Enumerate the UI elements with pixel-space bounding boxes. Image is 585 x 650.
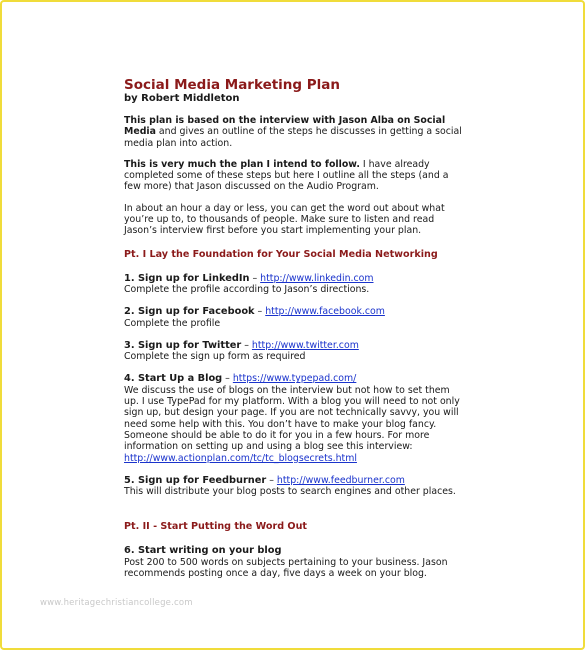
step-heading: 5. Sign up for Feedburner [124,474,267,486]
intro-paragraph-3: In about an hour a day or less, you can get the word out about what you’re up to, to thousands of people. Make sure to listen and read Jason’s interview first before you start implementing your plan. [124,202,445,237]
step-body: We discuss the use of blogs on the interview but not how to set them up. I use TypePad for my platform. With a blog you will need to not only sign up, but design your page. If you are not technically savvy, you will need some help with this. You don’t have to make your blog fancy. Someone should be able to do it for you in a few hours. For more information on setting up and using a blog see this interview: [124,384,460,453]
step-body: Complete the profile according to Jason’s directions. [124,283,370,295]
step-separator: – [266,474,277,486]
intro-2-bold: This is very much the plan I intend to follow. [124,158,360,170]
intro-1-bold: This plan is based on the interview with Jason Alba on Social Media [124,115,446,138]
document-page [124,77,464,590]
step-body: Complete the profile [124,317,221,329]
step-facebook [124,306,464,329]
step-heading: 1. Sign up for LinkedIn [124,272,250,284]
intro-paragraph-1 [124,115,464,149]
linkedin-link[interactable]: http://www.linkedin.com [260,272,374,284]
step-heading: 3. Sign up for Twitter [124,339,242,351]
section-heading-2: Pt. II - Start Putting the Word Out [124,521,307,533]
document-title: Social Media Marketing Plan [124,77,341,93]
typepad-link[interactable]: https://www.typepad.com/ [232,373,357,385]
step-separator: – [241,339,252,351]
intro-paragraph-2 [124,159,464,193]
facebook-link[interactable]: http://www.facebook.com [265,306,385,318]
intro-1-rest: and gives an outline of the steps he discusses in getting a social media plan into action. [124,126,462,149]
twitter-link[interactable]: http://www.twitter.com [251,339,359,351]
section-heading-1: Pt. I Lay the Foundation for Your Social Media Networking [124,248,438,260]
intro-2-rest: I have already completed some of these steps but here I outline all the steps (and a few more) that Jason discussed on the Audio Program. [124,158,449,193]
step-body: Post 200 to 500 words on subjects pertaining to your business. Jason recommends posting once a day, five days a week on your blog. [124,556,448,580]
step-heading: 6. Start writing on your blog [124,545,282,557]
step-body: This will distribute your blog posts to search engines and other places. [124,486,456,498]
step-twitter [124,340,464,363]
step-blog [124,373,464,463]
document-author: by Robert Middleton [124,93,240,104]
step-heading: 4. Start Up a Blog [124,373,223,385]
step-separator: – [222,373,233,385]
step-separator: – [249,272,261,284]
watermark-text: www.heritagechristiancollege.com [40,598,193,608]
step-linkedin [124,273,464,296]
step-heading: 2. Sign up for Facebook [124,306,255,318]
step-feedburner [124,475,464,498]
feedburner-link[interactable]: http://www.feedburner.com [276,474,405,486]
step-write-blog [124,545,464,579]
blogsecrets-link[interactable]: http://www.actionplan.com/tc/tc_blogsecrets.html [124,452,357,464]
step-separator: – [254,306,266,318]
step-body: Complete the sign up form as required [124,351,306,363]
